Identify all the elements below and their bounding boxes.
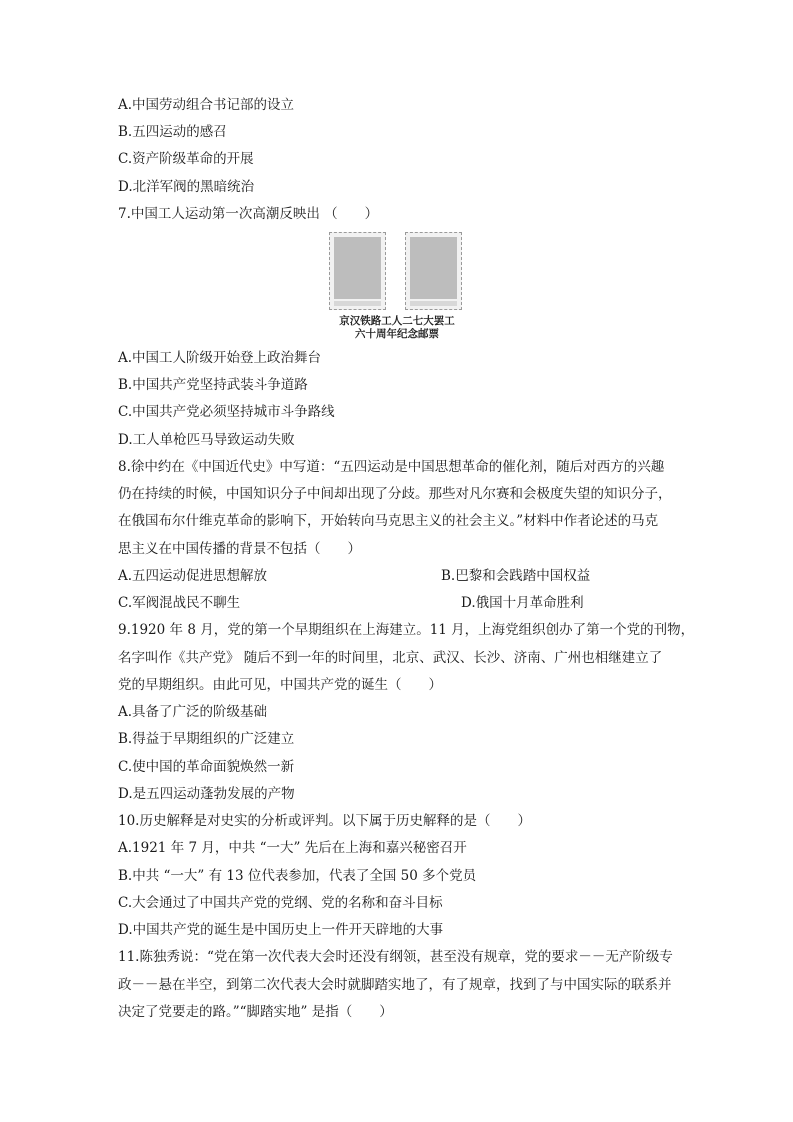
q8-options-row1 [118, 568, 591, 584]
q10-option-b: B.中共 “一大” 有 13 位代表参加，代表了全国 50 多个党员 [118, 868, 477, 884]
q10-option-a: A.1921 年 7 月，中共 “一大” 先后在上海和嘉兴秘密召开 [118, 840, 467, 856]
q8-options-row2 [118, 595, 584, 611]
q7-option-c: C.中国共产党必须坚持城市斗争路线 [118, 404, 335, 420]
q9-option-c: C.使中国的革命面貌焕然一新 [118, 759, 295, 775]
q11-stem-line1: 11.陈独秀说：“党在第一次代表大会时还没有纲领，甚至没有规章，党的要求－－无产阶级专 [118, 949, 673, 965]
q11-stem-line3: 决定了党要走的路。”“脚踏实地” 是指（ ） [118, 1004, 393, 1020]
q11-stem-line2: 政－－悬在半空，到第二次代表大会时就脚踏实地了，有了规章，找到了与中国实际的联系并 [118, 977, 672, 993]
q9-stem-line1: 9.1920 年 8 月，党的第一个早期组织在上海建立。11 月，上海党组织创办了第一个党的刊物， [118, 622, 695, 638]
stamp-monument-image [405, 232, 462, 310]
q9-option-b: B.得益于早期组织的广泛建立 [118, 731, 295, 747]
q8-option-d: D.俄国十月革命胜利 [461, 595, 584, 611]
q7-option-d: D.工人单枪匹马导致运动失败 [118, 432, 295, 448]
figure-caption-line2: 六十周年纪念邮票 [355, 328, 439, 340]
q10-option-c: C.大会通过了中国共产党的党纲、党的名称和奋斗目标 [118, 895, 443, 911]
q8-stem-line4: 思主义在中国传播的背景不包括（ ） [118, 541, 361, 557]
figure-caption-line1: 京汉铁路工人二七大罢工 [339, 315, 455, 327]
q10-stem: 10.历史解释是对史实的分析或评判。以下属于历史解释的是（ ） [118, 813, 531, 829]
q9-option-a: A.具备了广泛的阶级基础 [118, 704, 268, 720]
q8-option-a: A.五四运动促进思想解放 [118, 568, 268, 584]
q8-option-b: B.巴黎和会践踏中国权益 [441, 568, 591, 584]
stamp-tower-image [329, 232, 386, 310]
q8-stem-line2: 仍在持续的时候，中国知识分子中间却出现了分歧。那些对凡尔赛和会极度失望的知识分子， [118, 486, 672, 502]
q8-option-c: C.军阀混战民不聊生 [118, 595, 241, 611]
q6-option-c: C.资产阶级革命的开展 [118, 151, 254, 167]
q6-option-d: D.北洋军阀的黑暗统治 [118, 179, 255, 195]
q8-stem-line3: 在俄国布尔什维克革命的影响下，开始转向马克思主义的社会主义。”材料中作者论述的马克 [118, 513, 659, 529]
q7-option-b: B.中国共产党坚持武装斗争道路 [118, 377, 308, 393]
q9-option-d: D.是五四运动蓬勃发展的产物 [118, 786, 295, 802]
q7-stem: 7.中国工人运动第一次高潮反映出 （ ） [118, 206, 379, 222]
q6-option-b: B.五四运动的感召 [118, 124, 227, 140]
q7-option-a: A.中国工人阶级开始登上政治舞台 [118, 350, 322, 366]
q9-stem-line3: 党的早期组织。由此可见，中国共产党的诞生（ ） [118, 677, 442, 693]
figure-caption [329, 315, 465, 341]
q10-option-d: D.中国共产党的诞生是中国历史上一件开天辟地的大事 [118, 922, 444, 938]
q9-stem-line2: 名字叫作《共产党》 随后不到一年的时间里，北京、武汉、长沙、济南、广州也相继建立了 [118, 650, 663, 666]
q8-stem-line1: 8.徐中约在《中国近代史》中写道：“五四运动是中国思想革命的催化剂，随后对西方的兴趣 [118, 459, 665, 475]
q6-option-a: A.中国劳动组合书记部的设立 [118, 97, 295, 113]
